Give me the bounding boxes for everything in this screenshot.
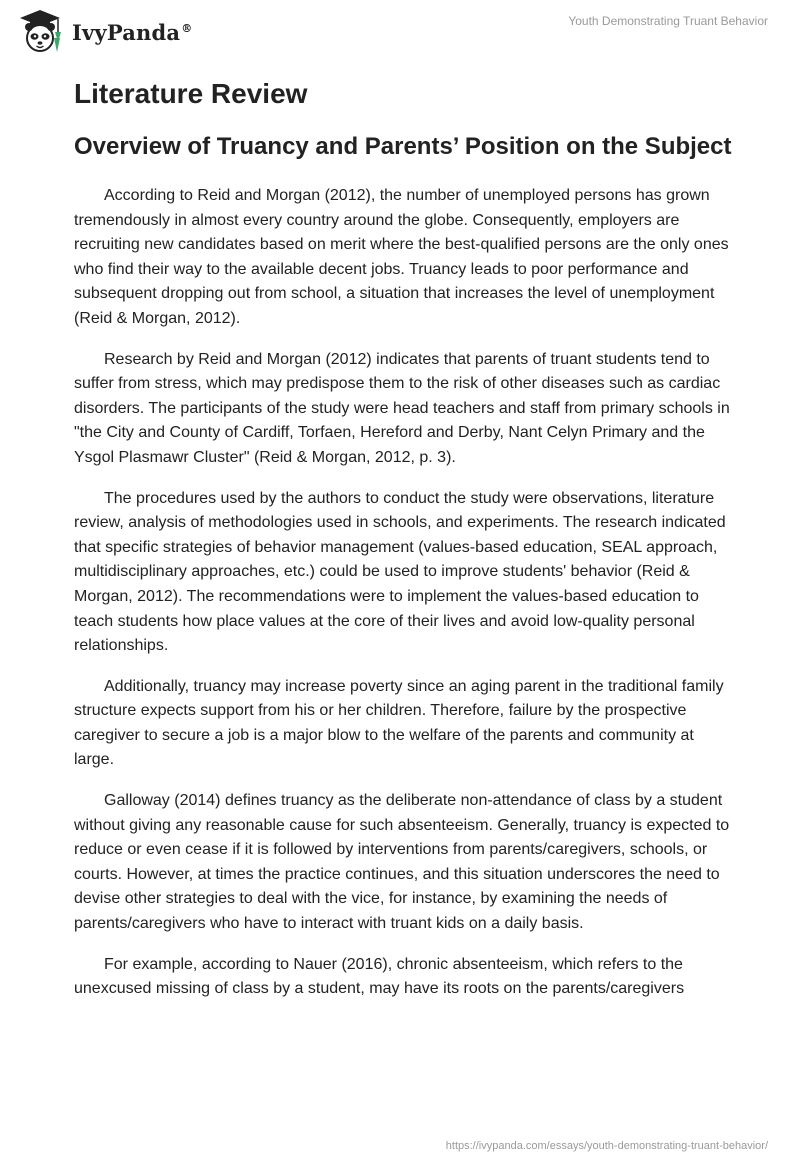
panda-graduate-icon (14, 8, 66, 56)
registered-mark: ® (181, 21, 193, 35)
source-url[interactable]: https://ivypanda.com/essays/youth-demonstrating-truant-behavior/ (445, 1140, 768, 1152)
brand-name: IvyPanda® (72, 19, 193, 45)
subsection-heading: Overview of Truancy and Parents’ Position on the Subject (74, 133, 732, 160)
brand-logo[interactable] (14, 8, 192, 56)
paragraph: Galloway (2014) defines truancy as the deliberate non-attendance of class by a student without giving any reasonable cause for such absenteeism. Generally, truancy is expected to reduce or even cease if it is followed by interventions from parents/caregivers, schools, or courts. However, at times the practice continues, and this situation underscores the need to devise other strategies to deal with the vice, for instance, by examining the needs of parents/caregivers who have to interact with truant kids on a daily basis. (74, 792, 730, 933)
page-header (0, 0, 800, 64)
paragraph: According to Reid and Morgan (2012), the number of unemployed persons has grown tremendously in almost every country around the globe. Consequently, employers are recruiting new candidates based on merit where the best-qualified persons are the only ones who find their way to the available decent jobs. Truancy leads to poor performance and subsequent dropping out from school, a situation that increases the level of unemployment (Reid & Morgan, 2012). (74, 187, 729, 327)
document-title: Youth Demonstrating Truant Behavior (568, 14, 768, 28)
article-body (74, 184, 734, 1002)
paragraph: The procedures used by the authors to conduct the study were observations, literature review, analysis of methodologies used in schools, and experiments. The research indicated that specific strategies of behavior management (values-based education, SEAL approach, multidisciplinary approaches, etc.) could be used to improve students' behavior (Reid & Morgan, 2012). The recommendations were to implement the values-based education to teach students how place values at the core of their lives and avoid low-quality personal relationships. (74, 489, 726, 655)
paragraph: For example, according to Nauer (2016), chronic absenteeism, which refers to the unexcused missing of class by a student, may have its roots on the parents/caregivers (74, 955, 685, 998)
section-heading: Literature Review (74, 78, 308, 109)
paragraph: Additionally, truancy may increase poverty since an aging parent in the traditional family structure expects support from his or her children. Therefore, failure by the prospective caregiver to secure a job is a major blow to the welfare of the parents and community at large. (74, 677, 724, 769)
paragraph: Research by Reid and Morgan (2012) indicates that parents of truant students tend to suffer from stress, which may predispose them to the risk of other diseases such as cardiac disorders. The participants of the study were head teachers and staff from primary schools in "the City and County of Cardiff, Torfaen, Hereford and Derby, Nant Celyn Primary and the Ysgol Plasmawr Cluster" (Reid & Morgan, 2012, p. 3). (74, 350, 730, 466)
article-content (74, 72, 734, 1018)
